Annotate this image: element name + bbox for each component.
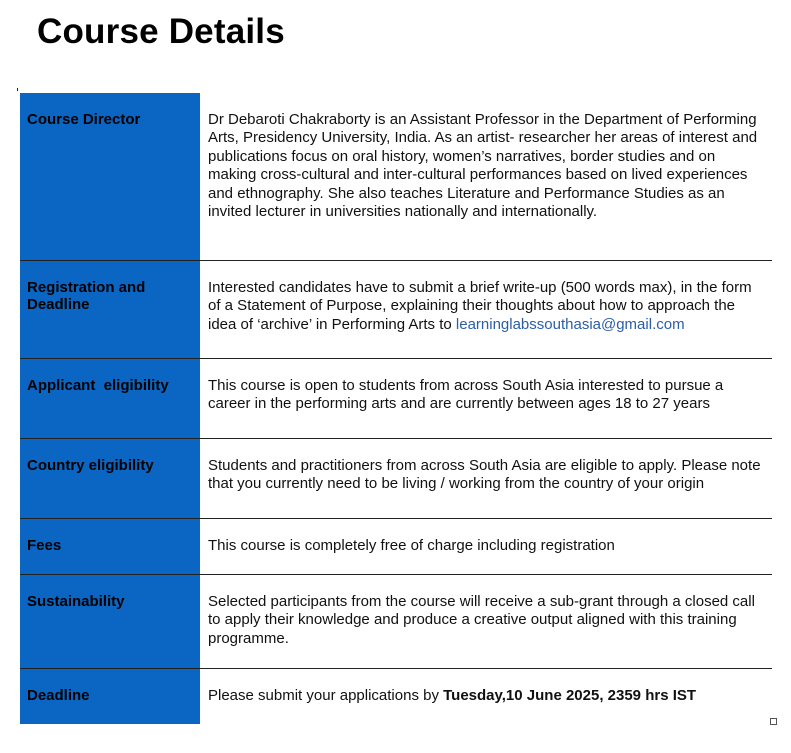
row-label: Applicant eligibility — [20, 359, 200, 438]
course-details-table — [20, 93, 772, 724]
resize-handle[interactable] — [770, 718, 777, 725]
row-label: Registration and Deadline — [20, 261, 200, 358]
row-value: Students and practitioners from across South Asia are eligible to apply. Please note that you currently need to be living / working from the country of your origin — [208, 457, 761, 493]
page-title: Course Details — [37, 12, 285, 51]
row-label: Fees — [20, 519, 200, 574]
decorative-mark — [17, 88, 18, 91]
table-row-sustainability — [20, 575, 772, 669]
row-label: Course Director — [20, 93, 200, 260]
table-row-applicant-eligibility — [20, 359, 772, 439]
row-value — [200, 669, 772, 724]
table-row-deadline — [20, 669, 772, 724]
table-row-fees — [20, 519, 772, 575]
table-row-registration — [20, 261, 772, 359]
deadline-date: Tuesday,10 June 2025, 2359 hrs IST — [443, 687, 697, 704]
table-row-country-eligibility — [20, 439, 772, 519]
row-label: Deadline — [20, 669, 200, 724]
row-value: Selected participants from the course will receive a sub-grant through a closed call to apply their knowledge and produce a creative output aligned with this training programme. — [208, 593, 755, 647]
row-value: Dr Debaroti Chakraborty is an Assistant Professor in the Department of Performing Arts, Presidency University, India. As an artist- researcher her areas of interest and publications focus on oral history, women’s narratives, border studies and on making cross-cultural and inter-cultural performances based on lived experiences and ethnography. She also teaches Literature and Performance Studies as an invited lecturer in universities nationally and internationally. — [208, 111, 758, 221]
row-value: This course is open to students from across South Asia interested to pursue a career in the performing arts and are currently between ages 18 to 27 years — [208, 377, 724, 413]
table-row-course-director — [20, 93, 772, 261]
row-label: Sustainability — [20, 575, 200, 668]
row-label: Country eligibility — [20, 439, 200, 518]
email-link[interactable]: learninglabssouthasia@gmail.com — [455, 315, 685, 333]
registration-text: Interested candidates have to submit a brief write-up (500 words max), in the form of a Statement of Purpose, explaining their thoughts about how to approach the idea of ‘archive’ in Performing Arts to — [208, 279, 752, 333]
row-value: This course is completely free of charge including registration — [208, 537, 615, 554]
deadline-text: Please submit your applications by — [208, 687, 444, 704]
row-value — [200, 261, 772, 358]
